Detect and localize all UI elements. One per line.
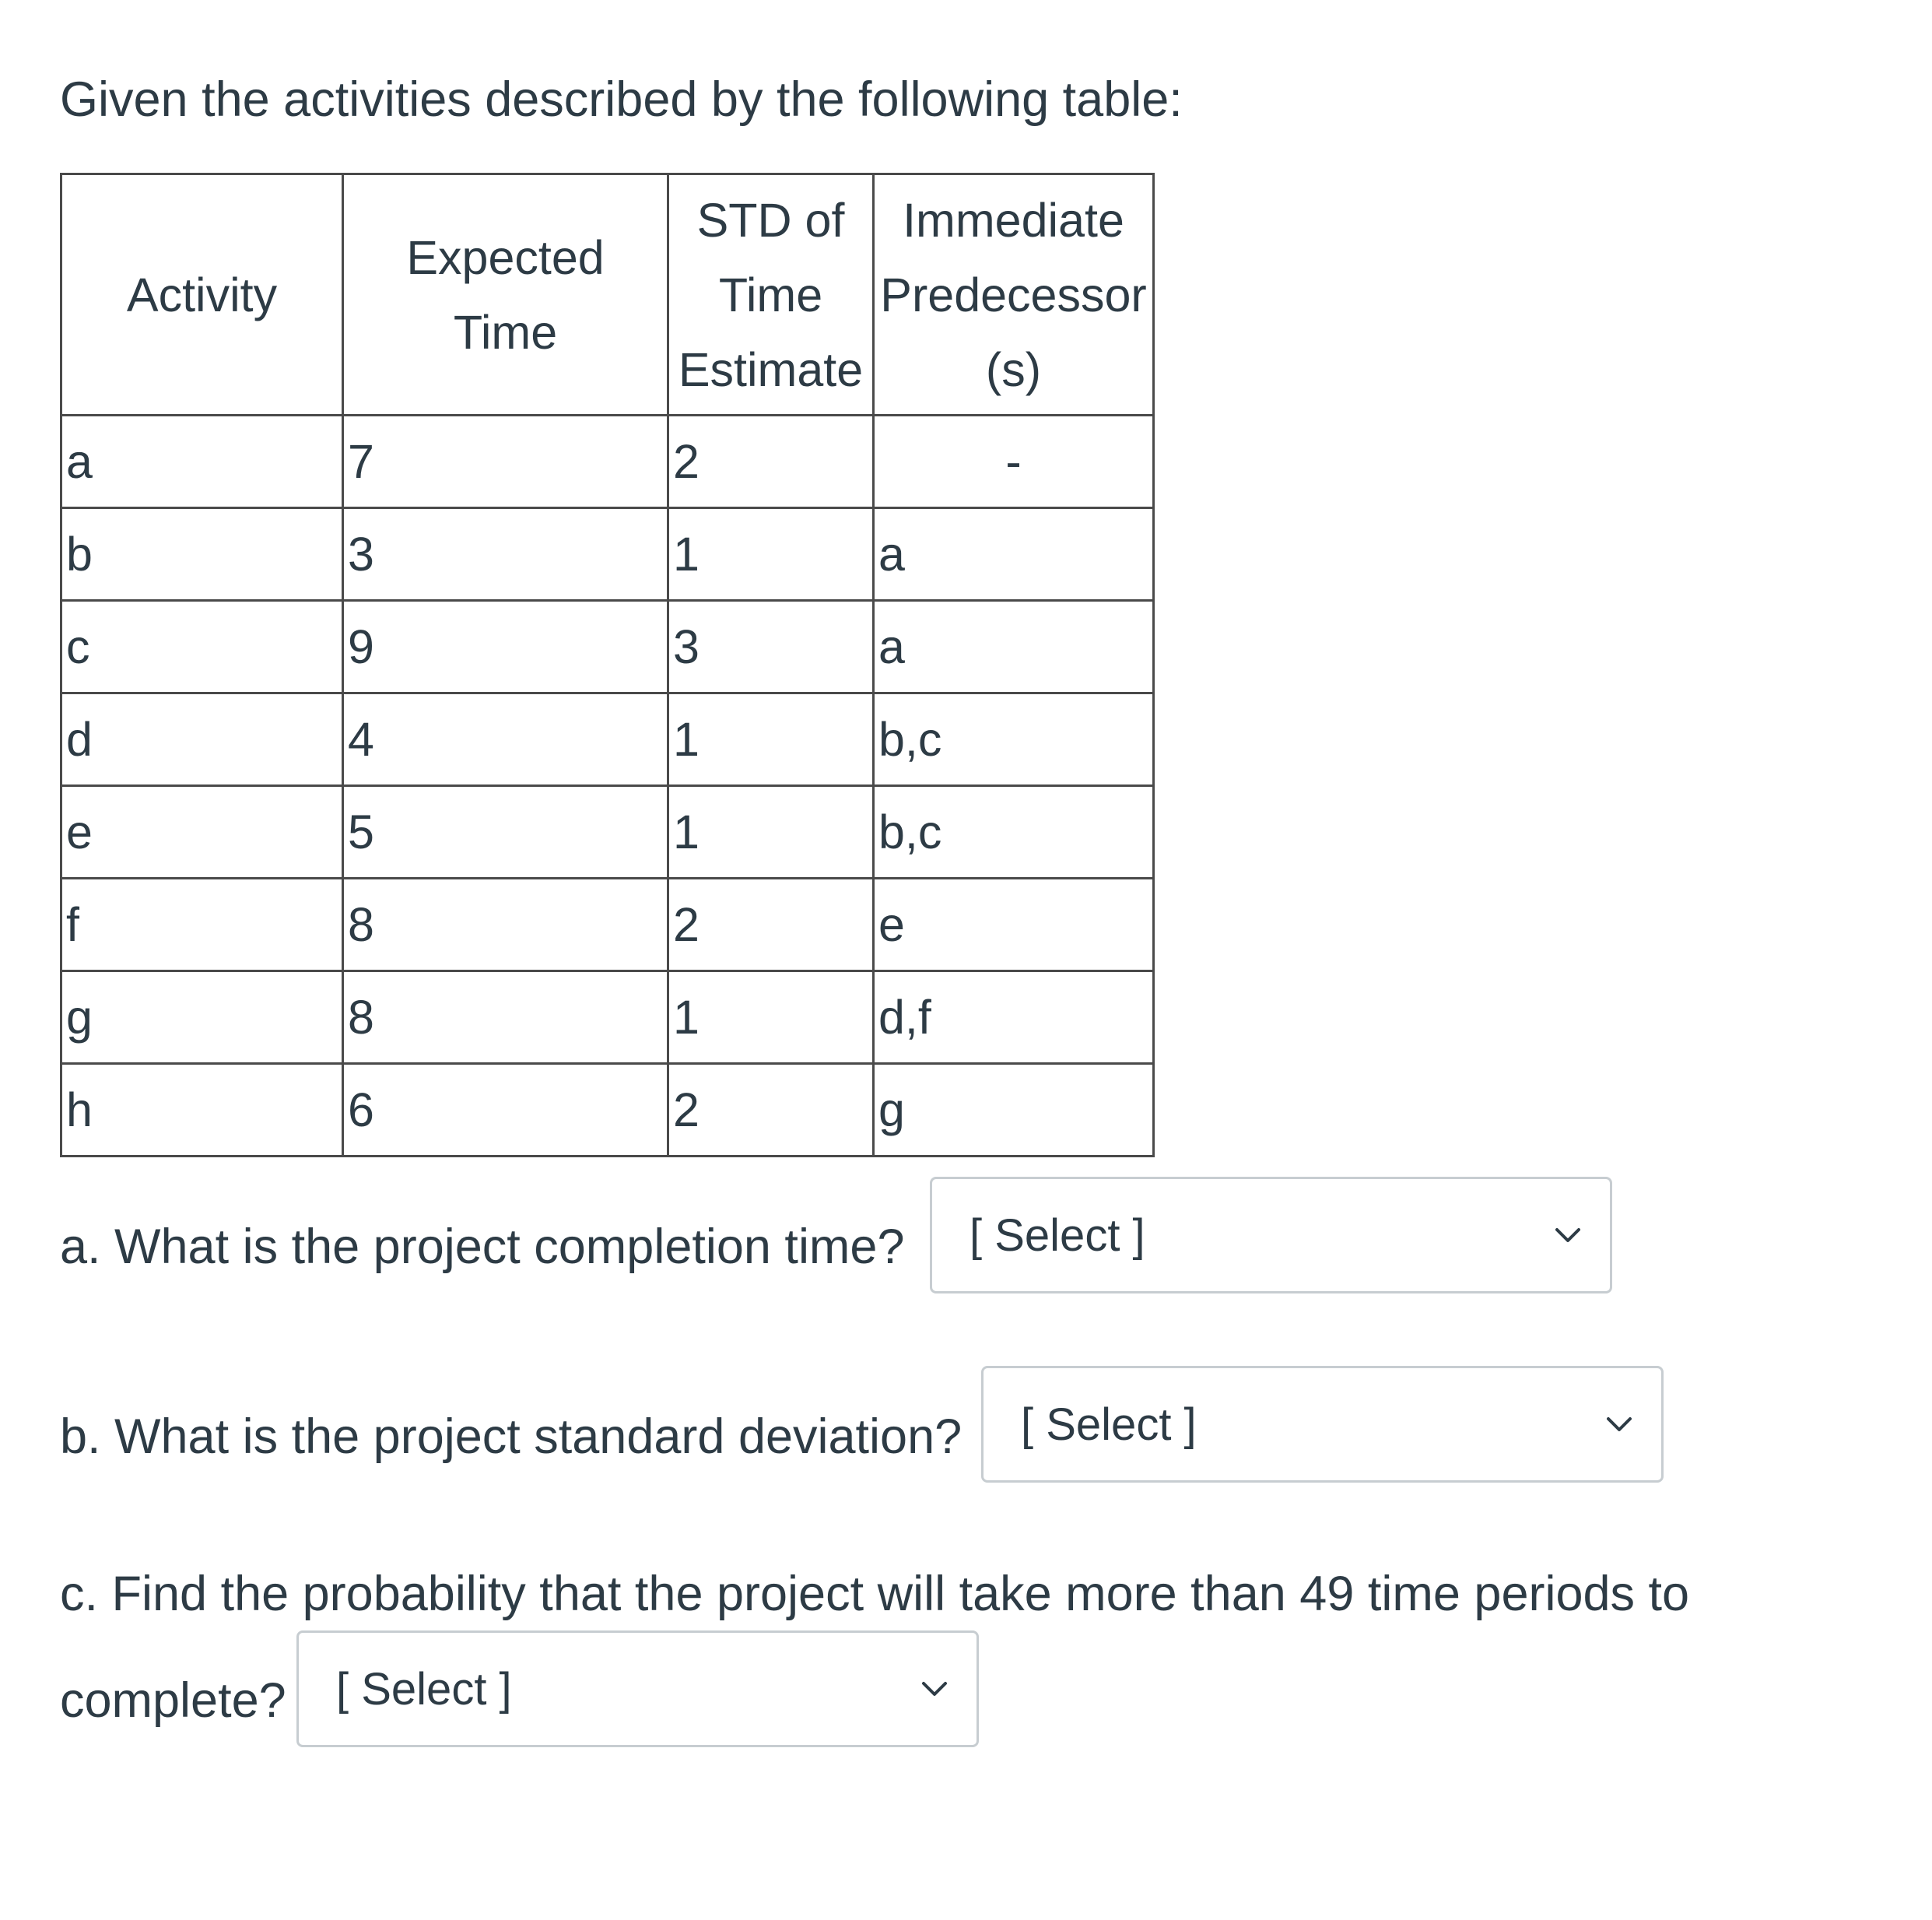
header-activity (61, 174, 343, 416)
std-cell: 2 (668, 416, 874, 508)
predecessor-cell: b,c (874, 786, 1154, 879)
header-expected-time-line: Expected (406, 230, 605, 284)
header-expected-time-line: Time (453, 305, 558, 359)
question-b-select[interactable] (981, 1366, 1664, 1483)
predecessor-cell: g (874, 1064, 1154, 1157)
activity-cell: e (61, 786, 343, 879)
std-cell: 1 (668, 508, 874, 601)
predecessor-cell: b,c (874, 693, 1154, 786)
table-row (61, 693, 1154, 786)
expected-time-cell: 8 (343, 971, 668, 1064)
activity-cell: d (61, 693, 343, 786)
activity-cell: c (61, 601, 343, 693)
chevron-down-icon (1552, 1220, 1583, 1251)
table-row (61, 971, 1154, 1064)
chevron-down-icon (919, 1673, 950, 1704)
activity-cell: a (61, 416, 343, 508)
header-predecessor-line: Immediate (903, 193, 1124, 247)
std-cell: 2 (668, 1064, 874, 1157)
header-activity-line: Activity (126, 268, 278, 321)
header-immediate-predecessors (874, 174, 1154, 416)
activity-cell: h (61, 1064, 343, 1157)
expected-time-cell: 7 (343, 416, 668, 508)
activity-cell: b (61, 508, 343, 601)
predecessor-cell: a (874, 601, 1154, 693)
activity-cell: f (61, 879, 343, 971)
question-a-text: a. What is the project completion time? (60, 1220, 905, 1274)
header-std-line: Estimate (678, 342, 864, 396)
question-c-text-line2: complete? (60, 1673, 286, 1728)
expected-time-cell: 5 (343, 786, 668, 879)
activity-cell: g (61, 971, 343, 1064)
chevron-down-icon (1604, 1409, 1635, 1440)
expected-time-cell: 9 (343, 601, 668, 693)
question-c-text-line1: c. Find the probability that the project will take more than 49 time periods to (60, 1567, 1690, 1621)
std-cell: 2 (668, 879, 874, 971)
header-expected-time (343, 174, 668, 416)
table-row (61, 1064, 1154, 1157)
header-predecessor-line: (s) (985, 342, 1042, 396)
header-std-line: STD of (696, 193, 845, 247)
header-predecessor-line: Predecessor (880, 268, 1147, 321)
question-a-select-value: [ Select ] (970, 1210, 1145, 1261)
header-std-time-estimate (668, 174, 874, 416)
expected-time-cell: 6 (343, 1064, 668, 1157)
expected-time-cell: 4 (343, 693, 668, 786)
table-row (61, 416, 1154, 508)
question-c-select[interactable] (296, 1630, 979, 1747)
question-b-select-value: [ Select ] (1021, 1399, 1197, 1450)
question-a-select[interactable] (930, 1177, 1612, 1293)
question-b-text: b. What is the project standard deviation? (60, 1409, 962, 1464)
table-row (61, 879, 1154, 971)
intro-text: Given the activities described by the following table: (60, 72, 1183, 127)
expected-time-cell: 3 (343, 508, 668, 601)
question-c-select-value: [ Select ] (336, 1664, 512, 1715)
predecessor-cell: a (874, 508, 1154, 601)
std-cell: 1 (668, 693, 874, 786)
std-cell: 1 (668, 971, 874, 1064)
std-cell: 1 (668, 786, 874, 879)
std-cell: 3 (668, 601, 874, 693)
predecessor-cell: d,f (874, 971, 1154, 1064)
table-header-row (61, 174, 1154, 416)
expected-time-cell: 8 (343, 879, 668, 971)
table-row (61, 786, 1154, 879)
table-row (61, 601, 1154, 693)
header-std-line: Time (718, 268, 823, 321)
predecessor-cell: e (874, 879, 1154, 971)
predecessor-cell: - (874, 416, 1154, 508)
activities-table (60, 173, 1155, 1157)
table-row (61, 508, 1154, 601)
